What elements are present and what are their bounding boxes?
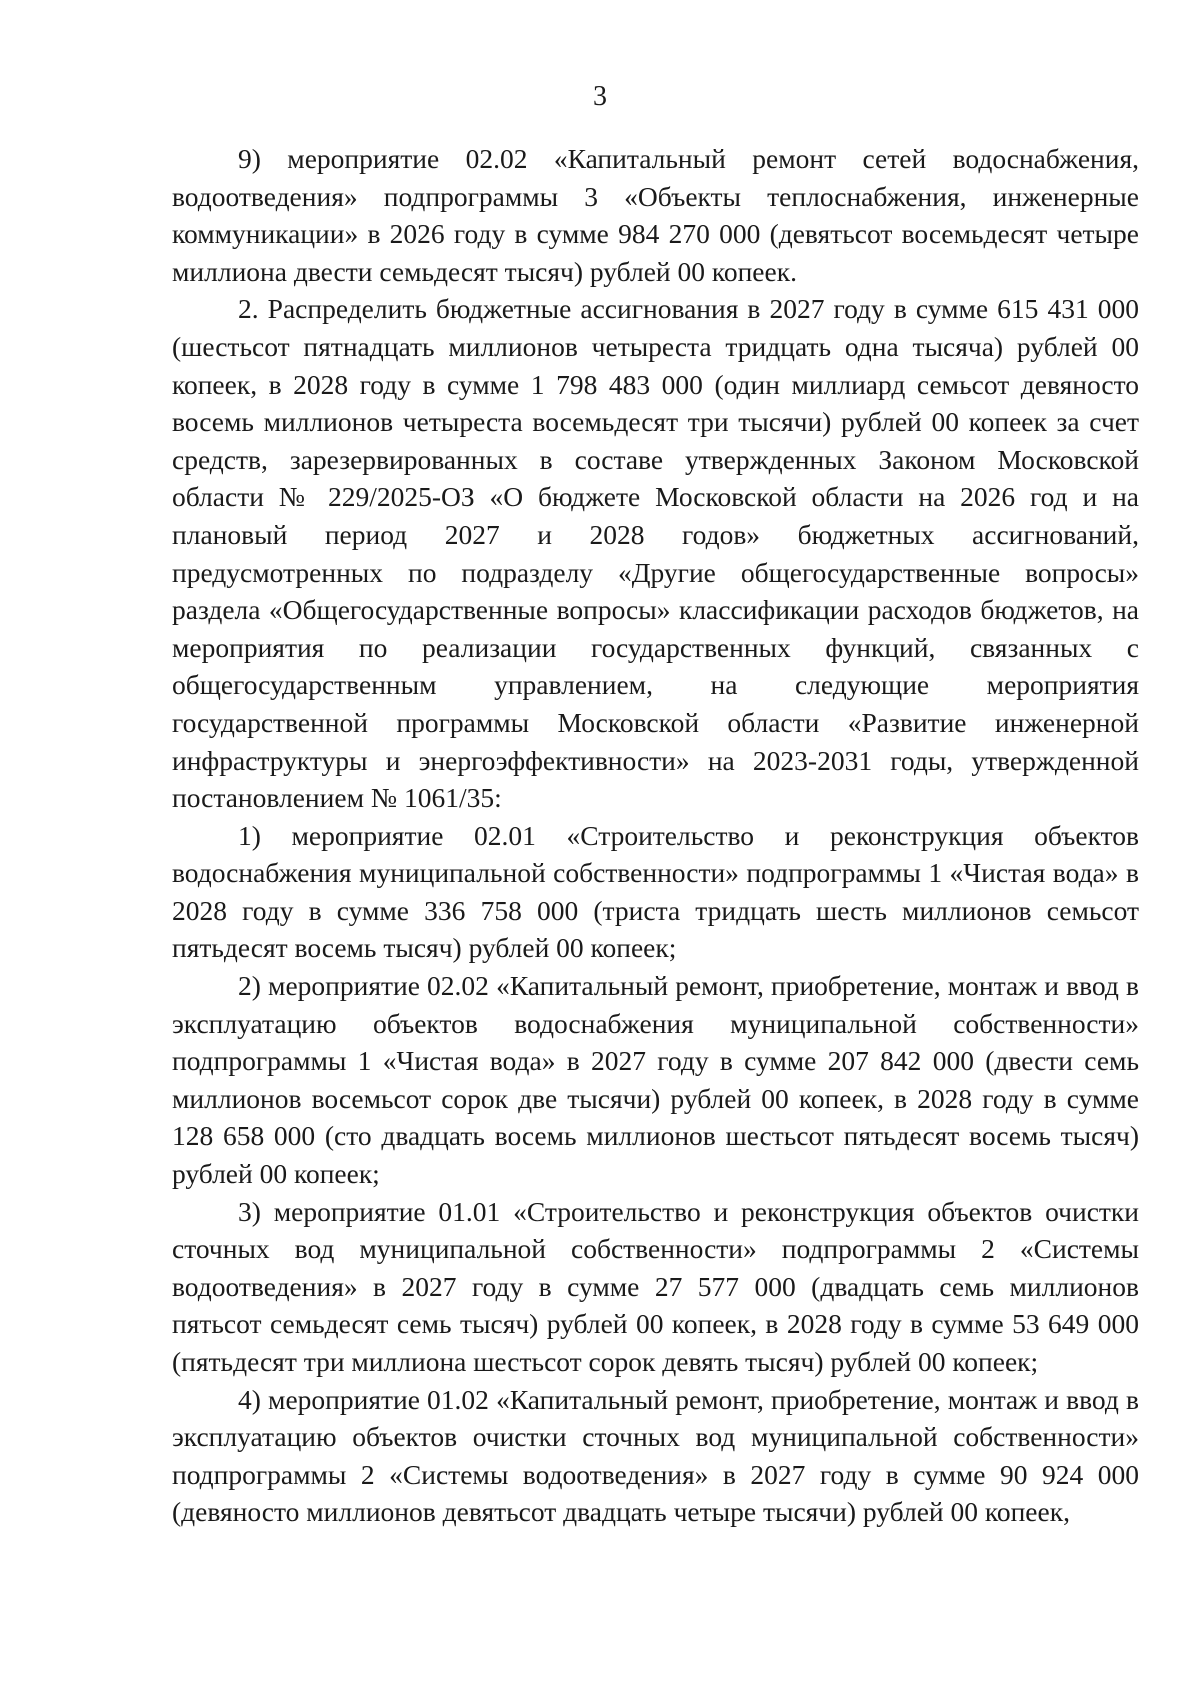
document-body	[172, 140, 1139, 1531]
paragraph-item-9: 9) мероприятие 02.02 «Капитальный ремонт сетей водоснабжения, водоотведения» подпрограммы 3 «Объекты теплоснабжения, инженерные коммуникации» в 2026 году в сумме 984 270 000 (девятьсот восемьдесят четыре миллиона двести семьдесят тысяч) рублей 00 копеек.	[172, 143, 1139, 287]
paragraph-item-4: 4) мероприятие 01.02 «Капитальный ремонт, приобретение, монтаж и ввод в эксплуатацию объектов очистки сточных вод муниципальной собственности» подпрограммы 2 «Системы водоотведения» в 2027 году в сумме 90 924 000 (девяносто миллионов девятьсот двадцать четыре тысячи) рублей 00 копеек,	[172, 1383, 1139, 1528]
paragraph-item-2: 2) мероприятие 02.02 «Капитальный ремонт, приобретение, монтаж и ввод в эксплуатацию объектов водоснабжения муниципальной собственности» подпрограммы 1 «Чистая вода» в 2027 году в сумме 207 842 000 (двести семь миллионов восемьсот сорок две тысячи) рублей 00 копеек, в 2028 году в сумме 128 658 000 (сто двадцать восемь миллионов шестьсот пятьдесят восемь тысяч) рублей 00 копеек;	[172, 970, 1139, 1190]
paragraph-item-3: 3) мероприятие 01.01 «Строительство и реконструкция объектов очистки сточных вод муниципальной собственности» подпрограммы 2 «Системы водоотведения» в 2027 году в сумме 27 577 000 (двадцать семь миллионов пятьсот семьдесят семь тысяч) рублей 00 копеек, в 2028 году в сумме 53 649 000 (пятьдесят три миллиона шестьсот сорок девять тысяч) рублей 00 копеек;	[172, 1195, 1139, 1377]
paragraph-section-2: 2. Распределить бюджетные ассигнования в 2027 году в сумме 615 431 000 (шестьсот пятнадцать миллионов четыреста тридцать одна тысяча) рублей 00 копеек, в 2028 году в сумме 1 798 483 000 (один миллиард семьсот девяносто восемь миллионов четыреста восемьдесят три тысячи) рублей 00 копеек за счет средств, зарезервированных в составе утвержденных Законом Московской области № 229/2025-ОЗ «О бюджете Московской области на 2026 год и на плановый период 2027 и 2028 годов» бюджетных ассигнований, предусмотренных по подразделу «Другие общегосударственные вопросы» раздела «Общегосударственные вопросы» классификации расходов бюджетов, на мероприятия по реализации государственных функций, связанных с общегосударственным управлением, на следующие мероприятия государственной программы Московской области «Развитие инженерной инфраструктуры и энергоэффективности» на 2023-2031 годы, утвержденной постановлением № 1061/35:	[172, 293, 1139, 814]
paragraph-item-1: 1) мероприятие 02.01 «Строительство и реконструкция объектов водоснабжения муниципальной собственности» подпрограммы 1 «Чистая вода» в 2028 году в сумме 336 758 000 (триста тридцать шесть миллионов семьсот пятьдесят восемь тысяч) рублей 00 копеек;	[172, 819, 1139, 964]
page-number: 3	[593, 81, 607, 112]
